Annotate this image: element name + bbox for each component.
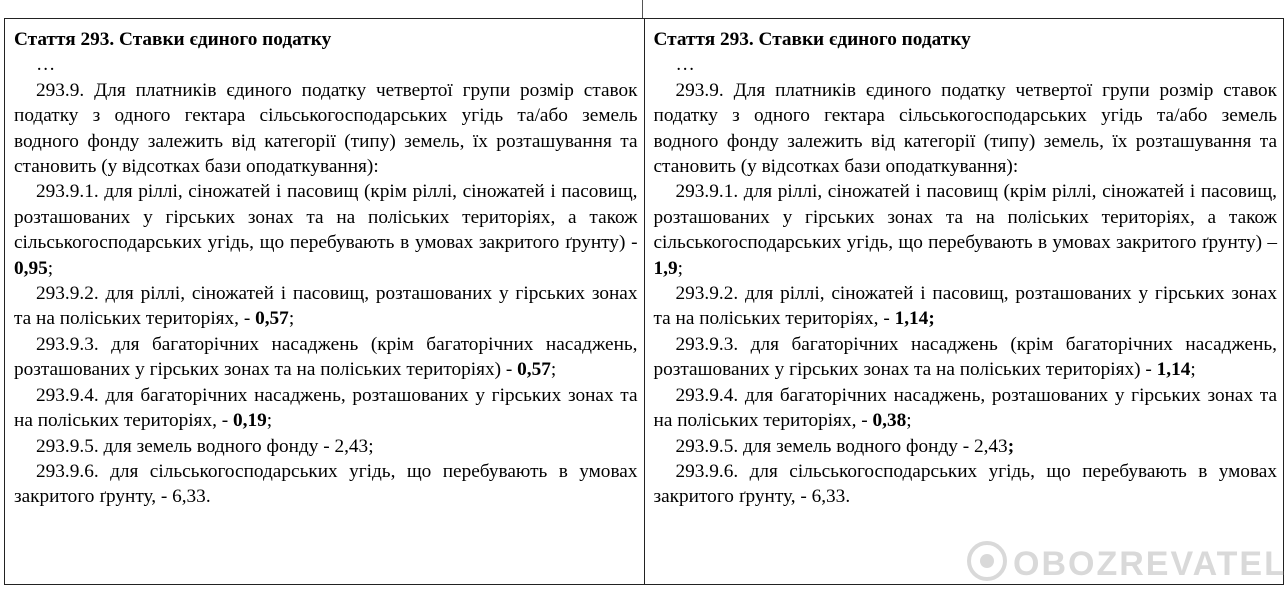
rate-item-text: 293.9.4. для багаторічних насаджень, розташованих у гірських зонах та на поліських територіях, - <box>653 384 1277 432</box>
right-column <box>644 19 1284 585</box>
rate-value: 0,19 <box>233 410 267 432</box>
rate-item-text: 293.9.4. для багаторічних насаджень, розташованих у гірських зонах та на поліських територіях, - <box>14 384 638 432</box>
rate-item-3 <box>14 332 638 383</box>
rate-value: 1,14 <box>1156 359 1191 381</box>
rate-item-4 <box>14 383 638 434</box>
rate-item-1 <box>14 179 638 281</box>
rate-item-5 <box>14 434 638 459</box>
rate-item-4 <box>654 383 1278 434</box>
rate-item-tail: ; <box>1190 359 1196 381</box>
rate-item-text: 293.9.2. для ріллі, сіножатей і пасовищ, розташованих у гірських зонах та на поліських територіях, - <box>653 283 1277 330</box>
rate-item-tail: ; <box>677 257 683 279</box>
rate-item-text: 293.9.6. для сільськогосподарських угідь, що перебувають в умовах закритого ґрунту, - 6,33. <box>653 460 1277 508</box>
rate-value: 1,9 <box>653 257 678 279</box>
rate-item-5 <box>654 434 1278 459</box>
rate-item-tail: ; <box>47 257 54 279</box>
rate-item-text: 293.9.6. для сільськогосподарських угідь, що перебувають в умовах закритого ґрунту, - 6,33. <box>14 460 638 508</box>
rate-item-tail: ; <box>288 308 295 330</box>
rate-value: 0,95 <box>14 257 48 279</box>
rate-item-1 <box>654 179 1278 281</box>
rate-item-text: 293.9.5. для земель водного фонду - 2,43 <box>675 435 1008 457</box>
watermark-text: OBOZREVATEL <box>1013 545 1287 583</box>
rate-value: 0,57 <box>255 308 289 330</box>
rate-item-tail: ; <box>906 410 912 432</box>
rate-value: ; <box>1007 435 1015 457</box>
article-title: Стаття 293. Ставки єдиного податку <box>14 29 332 50</box>
column-divider-stub <box>642 0 643 18</box>
intro-paragraph: 293.9. Для платників єдиного податку четвертої групи розмір ставок податку з одного гектара сільськогосподарських угідь та/або земель водного фонду залежить від категорії (типу) земель, їх розташування та становить (у відсотках бази оподаткування): <box>653 79 1277 178</box>
rate-item-text: 293.9.5. для земель водного фонду - 2,43; <box>36 435 374 457</box>
rate-item-tail: ; <box>266 410 273 432</box>
rate-item-6 <box>654 459 1278 510</box>
rate-item-6 <box>14 459 638 510</box>
rate-item-tail: ; <box>550 359 557 381</box>
rate-value: 1,14; <box>894 308 935 330</box>
intro-paragraph: 293.9. Для платників єдиного податку четвертої групи розмір ставок податку з одного гектара сільськогосподарських угідь та/або земель водного фонду залежить від категорії (типу) земель, їх розташування та становить (у відсотках бази оподаткування): <box>14 79 638 178</box>
rate-item-text: 293.9.3. для багаторічних насаджень (крім багаторічних насаджень, розташованих у гірських зонах та на поліських територіях) - <box>14 333 638 381</box>
rate-item-text: 293.9.1. для ріллі, сіножатей і пасовищ (крім ріллі, сіножатей і пасовищ, розташованих у гірських зонах та на поліських територіях, а також сільськогосподарських угідь, що перебувають в умовах закритого ґрунту) – <box>653 181 1277 254</box>
comparison-row <box>5 19 1284 585</box>
rate-item-text: 293.9.2. для ріллі, сіножатей і пасовищ, розташованих у гірських зонах та на поліських територіях, - <box>14 283 638 330</box>
left-column <box>5 19 645 585</box>
ellipsis: … <box>36 54 56 76</box>
rate-value: 0,57 <box>517 359 551 381</box>
rate-item-3 <box>654 332 1278 383</box>
ellipsis: … <box>675 54 695 76</box>
comparison-table <box>4 18 1284 585</box>
rate-item-2 <box>654 281 1278 332</box>
rate-item-2 <box>14 281 638 332</box>
article-title: Стаття 293. Ставки єдиного податку <box>653 29 971 50</box>
rate-item-text: 293.9.1. для ріллі, сіножатей і пасовищ (крім ріллі, сіножатей і пасовищ, розташованих у гірських зонах та на поліських територіях, а також сільськогосподарських угідь, що перебувають в умовах закритого ґрунту) - <box>14 181 638 254</box>
rate-value: 0,38 <box>872 410 907 432</box>
rate-item-text: 293.9.3. для багаторічних насаджень (крім багаторічних насаджень, розташованих у гірських зонах та на поліських територіях) - <box>653 333 1277 381</box>
